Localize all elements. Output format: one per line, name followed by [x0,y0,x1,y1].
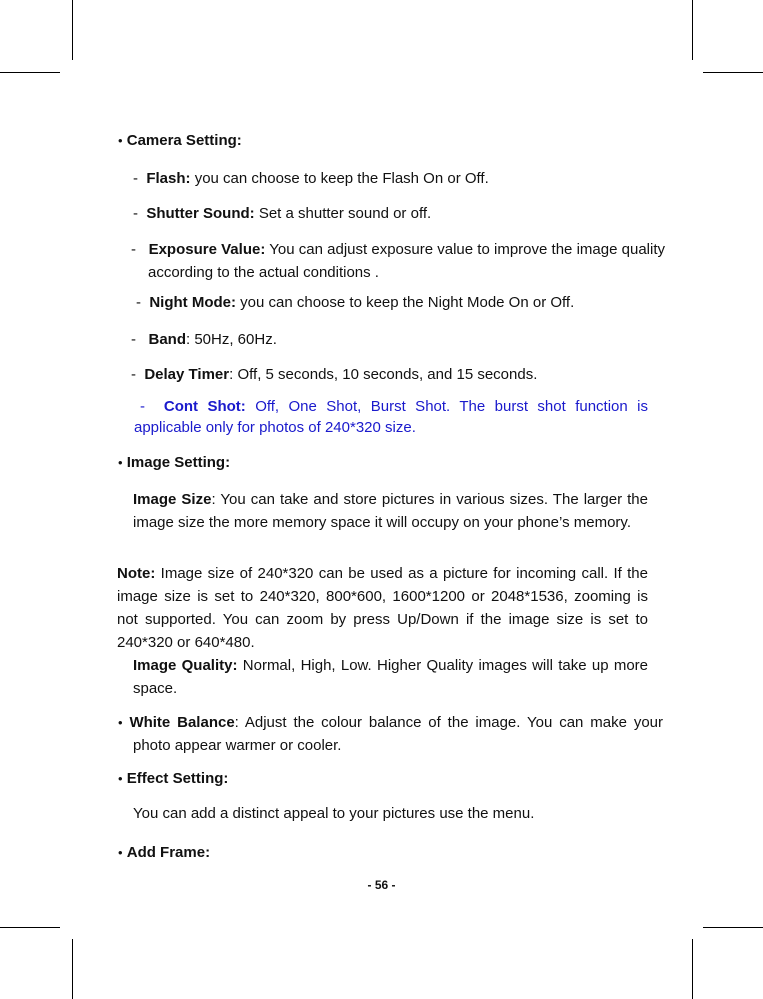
crop-mark [0,72,60,73]
band-item: - Band: 50Hz, 60Hz. [131,331,277,348]
crop-mark [703,72,763,73]
shutter-sound-item: - Shutter Sound: Set a shutter sound or off. [133,205,432,222]
cont-shot-item: - Cont Shot: Off, One Shot, Burst Shot. The burst shot function is applicable only for photos of 240*320 size. [134,398,648,436]
flash-item: - Flash: you can choose to keep the Flash On or Off. [133,170,489,187]
night-mode-item: - Night Mode: you can choose to keep the Night Mode On or Off. [136,294,575,311]
note-paragraph: Note: Image size of 240*320 can be used as a picture for incoming call. If the image size is set to 240*320, 800*600, 1600*1200 or 2048*1536, zooming is not supported. You can zoom by press Up/Down if the image size is set to 240*320 or 640*480. [117,565,648,651]
exposure-item: - Exposure Value: You can adjust exposure value to improve the image quality according to the actual conditions . [131,241,666,281]
image-size-item: Image Size: You can take and store pictures in various sizes. The larger the image size the more memory space it will occupy on your phone’s memory. [133,491,648,531]
crop-mark [692,0,693,60]
crop-mark [72,939,73,999]
crop-mark [703,927,763,928]
effect-setting-heading: • Effect Setting: [118,770,229,787]
bullet-icon: • [118,771,123,786]
bullet-icon: • [118,845,123,860]
image-setting-heading: • Image Setting: [118,454,231,471]
camera-setting-heading: • Camera Setting: [118,132,242,149]
bullet-icon: • [118,455,123,470]
white-balance-item: • White Balance: Adjust the colour balance of the image. You can make your photo appear warmer or cooler. [118,714,663,754]
image-quality-item: Image Quality: Normal, High, Low. Higher Quality images will take up more space. [133,657,649,697]
bullet-icon: • [118,715,123,730]
crop-mark [0,927,60,928]
page-number: - 56 - [367,878,396,892]
crop-mark [72,0,73,60]
crop-mark [692,939,693,999]
add-frame-heading: • Add Frame: [118,844,211,861]
bullet-icon: • [118,133,123,148]
delay-timer-item: - Delay Timer: Off, 5 seconds, 10 seconds, and 15 seconds. [131,366,538,383]
effect-text: You can add a distinct appeal to your pictures use the menu. [133,805,535,822]
